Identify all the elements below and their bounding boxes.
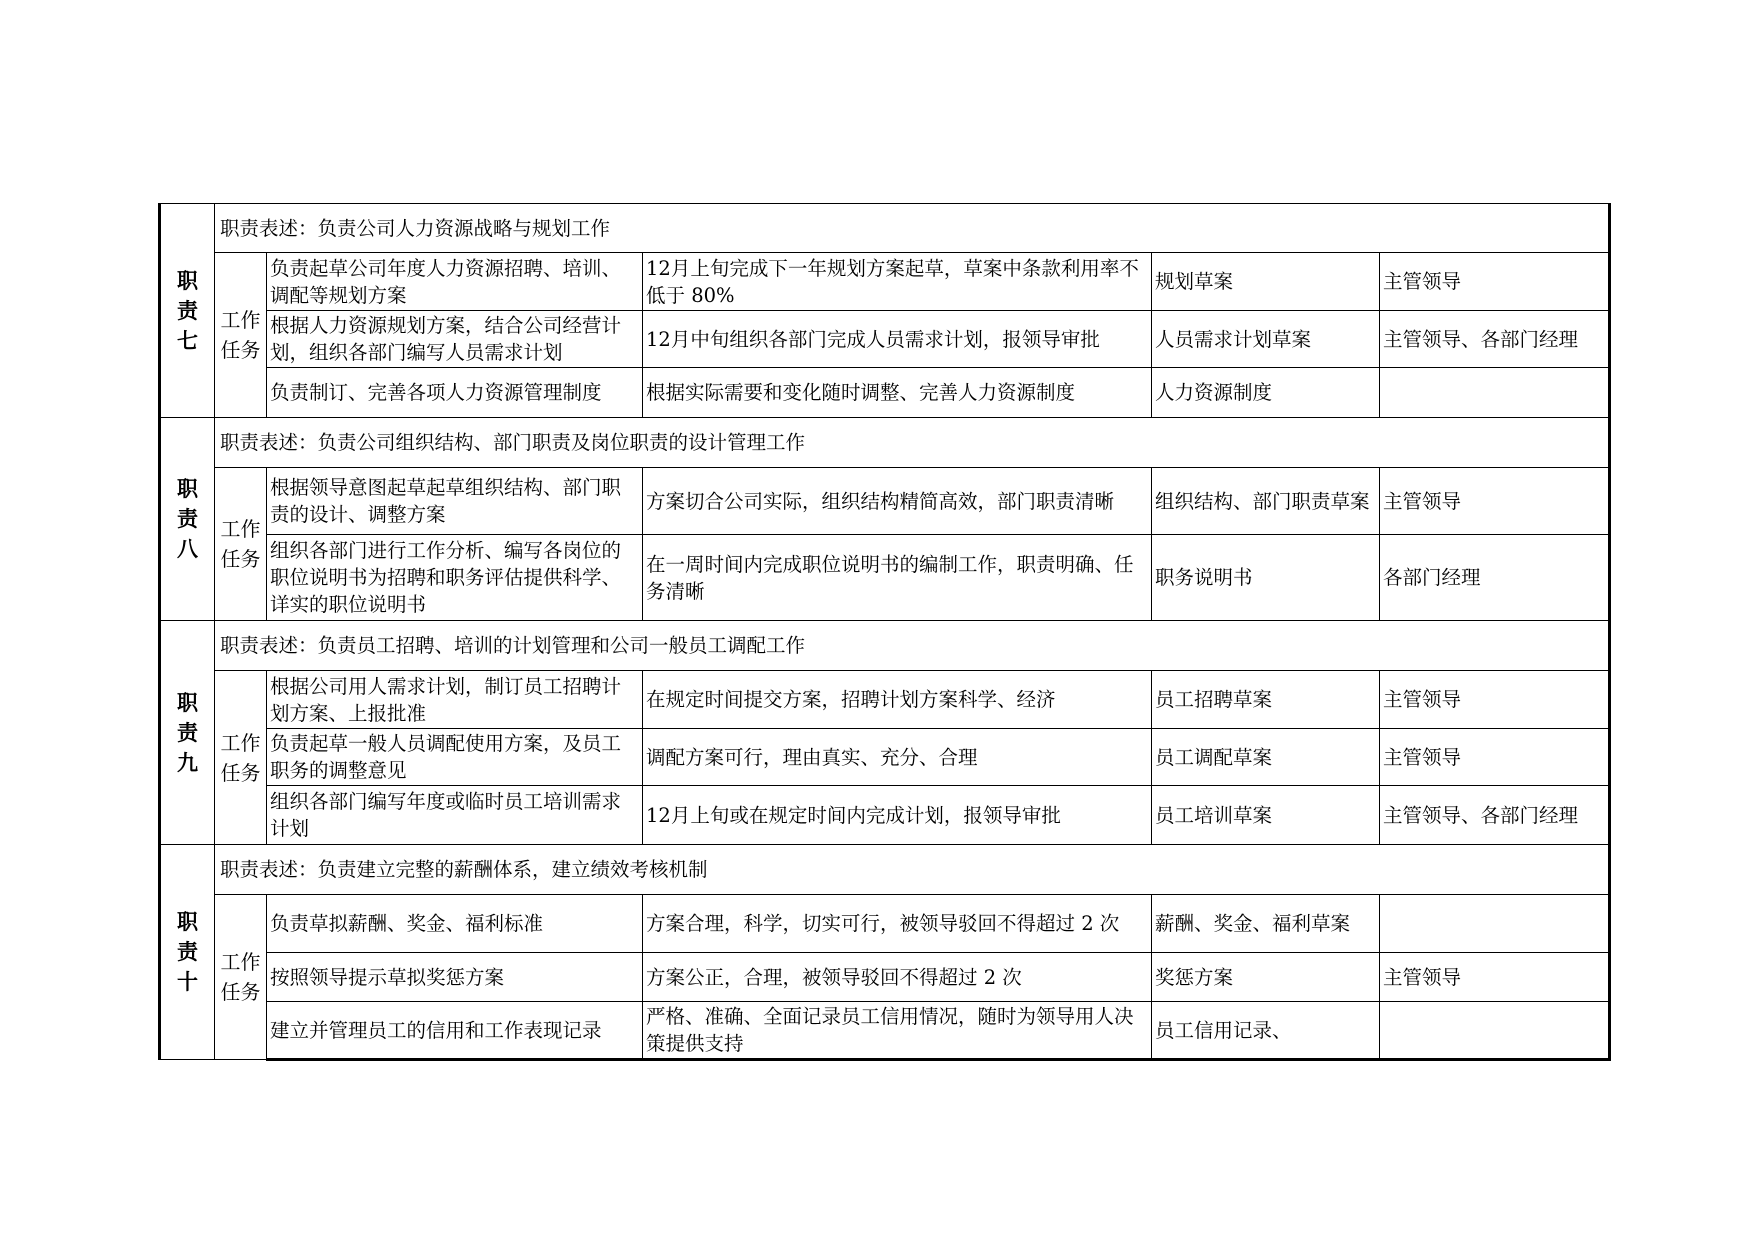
task-content: 负责草拟薪酬、奖金、福利标准 [267,895,643,953]
task-label [215,671,267,845]
task-row [160,895,1610,953]
duty-title-char: 职 [177,476,198,501]
task-standard: 在规定时间提交方案，招聘计划方案科学、经济 [643,671,1152,729]
task-content: 根据领导意图起草起草组织结构、部门职责的设计、调整方案 [267,468,643,535]
task-label-line: 工作 [220,950,261,974]
task-content: 根据人力资源规划方案，结合公司经营计划，组织各部门编写人员需求计划 [267,311,643,368]
duty-title [160,204,215,418]
duty-title-char: 十 [177,969,198,994]
duty-description: 职责表述：负责公司组织结构、部门职责及岗位职责的设计管理工作 [215,418,1610,468]
task-row [160,953,1610,1002]
duty-description-row [160,845,1610,895]
task-reviewer: 各部门经理 [1380,535,1610,621]
duty-title-char: 七 [177,327,198,353]
task-output: 员工信用记录、 [1152,1002,1380,1060]
task-content: 根据公司用人需求计划，制订员工招聘计划方案、上报批准 [267,671,643,729]
duty-title-char: 九 [177,749,198,775]
duty-description: 职责表述：负责建立完整的薪酬体系，建立绩效考核机制 [215,845,1610,895]
duty-title-char: 职 [177,909,198,934]
task-row [160,729,1610,786]
task-output: 规划草案 [1152,253,1380,311]
duty-title-char: 责 [177,719,198,745]
task-row [160,468,1610,535]
task-content: 组织各部门编写年度或临时员工培训需求计划 [267,786,643,845]
task-standard: 在一周时间内完成职位说明书的编制工作，职责明确、任务清晰 [643,535,1152,621]
task-label-line: 任务 [220,338,261,362]
duty-description-row [160,204,1610,253]
task-standard: 调配方案可行，理由真实、充分、合理 [643,729,1152,786]
task-standard: 根据实际需要和变化随时调整、完善人力资源制度 [643,368,1152,418]
task-row [160,311,1610,368]
task-reviewer: 主管领导 [1380,468,1610,535]
task-label-line: 工作 [220,730,261,755]
task-reviewer: 主管领导 [1380,253,1610,311]
duty-description-row [160,418,1610,468]
task-reviewer: 主管领导 [1380,953,1610,1002]
task-row [160,368,1610,418]
task-standard: 方案合理，科学，切实可行，被领导驳回不得超过 2 次 [643,895,1152,953]
task-output: 组织结构、部门职责草案 [1152,468,1380,535]
duty-title-char: 职 [177,267,198,293]
task-standard: 12月中旬组织各部门完成人员需求计划，报领导审批 [643,311,1152,368]
task-output: 人员需求计划草案 [1152,311,1380,368]
task-row [160,535,1610,621]
task-row [160,786,1610,845]
task-output: 薪酬、奖金、福利草案 [1152,895,1380,953]
task-output: 员工培训草案 [1152,786,1380,845]
duty-title [160,418,215,621]
task-row [160,671,1610,729]
duty-title-char: 责 [177,297,198,323]
task-label-line: 工作 [220,517,261,541]
task-reviewer [1380,368,1610,418]
task-content: 建立并管理员工的信用和工作表现记录 [267,1002,643,1060]
task-output: 员工调配草案 [1152,729,1380,786]
duty-table [158,203,1611,1061]
duty-title-char: 八 [177,536,198,561]
task-reviewer: 主管领导、各部门经理 [1380,311,1610,368]
task-label [215,253,267,418]
task-output: 职务说明书 [1152,535,1380,621]
task-label-line: 工作 [220,308,261,332]
task-content: 负责制订、完善各项人力资源管理制度 [267,368,643,418]
duty-description: 职责表述：负责员工招聘、培训的计划管理和公司一般员工调配工作 [215,621,1610,671]
task-standard: 12月上旬完成下一年规划方案起草，草案中条款利用率不低于 80% [643,253,1152,311]
task-standard: 方案切合公司实际，组织结构精简高效，部门职责清晰 [643,468,1152,535]
task-reviewer: 主管领导、各部门经理 [1380,786,1610,845]
duty-description: 职责表述：负责公司人力资源战略与规划工作 [215,204,1610,253]
task-label-line: 任务 [220,760,261,785]
duty-table-body [160,204,1610,1060]
task-label [215,895,267,1060]
task-content: 按照领导提示草拟奖惩方案 [267,953,643,1002]
task-label [215,468,267,621]
task-row [160,253,1610,311]
task-content: 负责起草一般人员调配使用方案，及员工职务的调整意见 [267,729,643,786]
task-standard: 方案公正，合理，被领导驳回不得超过 2 次 [643,953,1152,1002]
task-reviewer [1380,895,1610,953]
task-reviewer: 主管领导 [1380,671,1610,729]
duty-description-row [160,621,1610,671]
task-content: 组织各部门进行工作分析、编写各岗位的职位说明书为招聘和职务评估提供科学、详实的职位说明书 [267,535,643,621]
duty-title [160,621,215,845]
task-content: 负责起草公司年度人力资源招聘、培训、调配等规划方案 [267,253,643,311]
duty-title-char: 责 [177,939,198,964]
duty-title-char: 职 [177,689,198,715]
task-output: 人力资源制度 [1152,368,1380,418]
task-output: 员工招聘草案 [1152,671,1380,729]
task-reviewer [1380,1002,1610,1060]
task-reviewer: 主管领导 [1380,729,1610,786]
task-row [160,1002,1610,1060]
duty-title [160,845,215,1060]
task-standard: 12月上旬或在规定时间内完成计划，报领导审批 [643,786,1152,845]
task-output: 奖惩方案 [1152,953,1380,1002]
task-label-line: 任务 [220,980,261,1004]
task-label-line: 任务 [220,547,261,571]
duty-title-char: 责 [177,506,198,531]
task-standard: 严格、准确、全面记录员工信用情况，随时为领导用人决策提供支持 [643,1002,1152,1060]
